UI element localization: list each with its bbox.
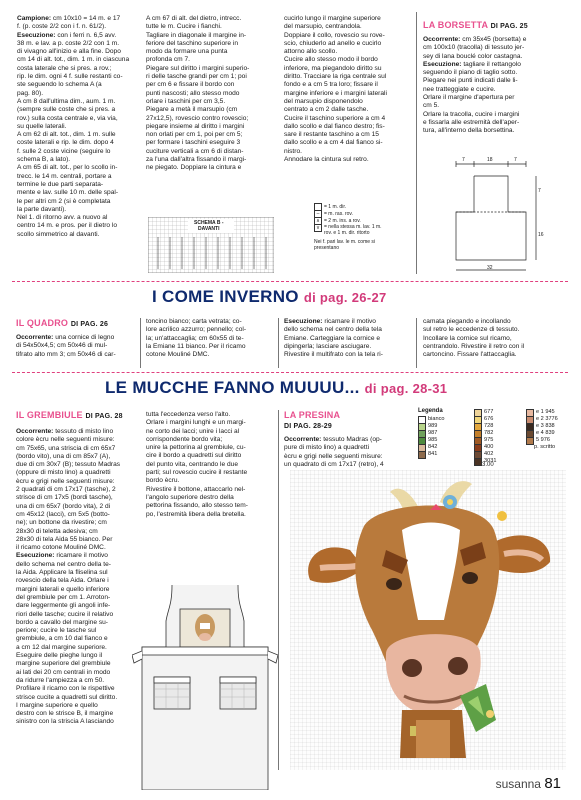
text-line: cm 45x12 (lacci), cm 5x5 (botto- bbox=[16, 510, 110, 518]
text-line: scio, chiuderlo ad anello e cucirlo bbox=[284, 39, 382, 47]
text-line: schema B, a lato). bbox=[17, 156, 71, 164]
text-line: Profilare il ricamo con le rispettive bbox=[16, 685, 115, 693]
text-line: A cm 65 di alt. tot., per lo scollo in- bbox=[17, 164, 118, 172]
text-line: bordo a cavallo del margine su- bbox=[16, 618, 108, 626]
text-line: sare il restante taschino a cm 15 bbox=[284, 131, 379, 139]
text-line: coste laterali e rip. le dim. dopo 4 bbox=[17, 139, 114, 147]
legend-col3: e 1 945 e 2 3776 e 3 838 e 4 839 5 976 p. scritto bbox=[526, 409, 558, 451]
text-line: Orlare il margine d'apertura per bbox=[423, 94, 515, 102]
inverno-c1 bbox=[16, 334, 136, 359]
text-line: ai lati dei 20 cm centrali in modo bbox=[16, 668, 111, 676]
stitch-legend bbox=[314, 203, 408, 251]
col2-lines bbox=[146, 15, 274, 173]
borsetta-text bbox=[423, 36, 549, 136]
text-line: Annodare la cintura sul retro. bbox=[284, 156, 369, 164]
text-line: strisce cucite a quadretti sul diritto. bbox=[16, 693, 118, 701]
text-line: profonda cm 7. bbox=[146, 56, 190, 64]
text-line: cm 75x65, una striscia di cm 65x7 bbox=[16, 444, 116, 452]
text-line: margine superiore del grembiule bbox=[16, 660, 111, 668]
text-line: cire il bordo a quadretti sul diritto bbox=[146, 452, 242, 460]
text-line: Piegare a metà il marsupio (cm bbox=[146, 106, 238, 114]
text-line: dipingerla; lasciare asciugare. bbox=[284, 342, 372, 350]
text-line: Esecuzione: ricamare il motivo bbox=[16, 552, 108, 560]
col1-text bbox=[17, 15, 135, 239]
text-line: dello schema nel centro della tela bbox=[284, 326, 382, 334]
quadro-title: IL QUADRO DI PAG. 26 bbox=[16, 318, 109, 328]
text-line: Piegare nei punti indicati dalle li- bbox=[423, 77, 518, 85]
grembiule-text bbox=[16, 428, 138, 727]
text-line: ne piegato. Doppiare la cintura e bbox=[146, 164, 242, 172]
text-line: Campione: cm 10x10 = 14 m. e 17 bbox=[17, 15, 121, 22]
text-line: sul retro le eccedenze di tessuto. bbox=[423, 326, 520, 334]
text-line: attorno allo scollo. bbox=[284, 48, 338, 56]
cutting-plan-svg bbox=[448, 158, 548, 276]
text-line: la Aida. Applicare la fliselina sul bbox=[16, 569, 108, 577]
text-line: diritto. Tracciare la riga centrale sul bbox=[284, 73, 387, 81]
text-line: piegare insieme al diritto i margini bbox=[146, 122, 245, 130]
text-line: f. (p. coste 2/2 con i f. n. 61/2). bbox=[17, 23, 107, 31]
text-line: la; un'attaccaglia; cm 60x55 di te- bbox=[146, 334, 244, 342]
text-line: tura, all'interno della borsettina. bbox=[423, 127, 515, 135]
text-line: pettorina fissando, allo stesso tem- bbox=[146, 502, 248, 510]
legend-col2: 677 676 728 782 975 400 402 3031 bbox=[474, 409, 496, 465]
text-line: trecc. le 14 m. centrali, portare a bbox=[17, 172, 112, 180]
text-line: grembiule, a cm 10 dal fianco e bbox=[16, 635, 108, 643]
text-line: cucirlo lungo il margine superiore bbox=[284, 15, 381, 22]
text-line: Orlare la tracolla, cucire i margini bbox=[423, 110, 520, 118]
text-line: Cucire il taschino superiore a cm 4 bbox=[284, 114, 386, 122]
text-line: cartoncino. Fissare l'attaccaglia. bbox=[423, 351, 517, 359]
text-line: scollo simmetrico al davanti. bbox=[17, 230, 100, 238]
inverno-c3 bbox=[284, 318, 414, 359]
text-line: margine inferiore e i margini laterali bbox=[284, 89, 387, 97]
text-line: ste seguendo lo schema A (a bbox=[17, 81, 102, 89]
text-line: 27x12,5), rovescio contro rovescio; bbox=[146, 114, 249, 122]
page-footer bbox=[496, 775, 561, 792]
text-line: Piegare sul diritto i margini superio- bbox=[146, 64, 250, 72]
dim-center: 18 bbox=[487, 157, 493, 163]
text-line: rovescio della tela Aida. Orlare i bbox=[16, 577, 109, 585]
text-line: bordo ècru. bbox=[146, 477, 180, 485]
text-line: da ridurre l'ampiezza a cm 50. bbox=[16, 676, 105, 684]
text-line: sinistro con la striscia A lasciando bbox=[16, 718, 114, 726]
legend-col1: bianco 989 987 985 842 841 bbox=[418, 416, 444, 458]
text-line: margini laterali e quello inferiore bbox=[16, 585, 110, 593]
col1-lines bbox=[17, 15, 135, 239]
divider bbox=[278, 318, 279, 368]
text-line: strisce di cm 17x5 (bordi tasche), bbox=[16, 494, 113, 502]
text-line: Emiane. Carteggiare la cornice e bbox=[284, 334, 381, 342]
dim-bottom: 32 bbox=[487, 265, 493, 271]
text-line: (sempre sulle coste che si pres. a bbox=[17, 106, 116, 114]
grembiule-text-2 bbox=[146, 411, 274, 519]
text-line: del punto vita, centrando le due bbox=[146, 460, 239, 468]
text-line: dare leggermente gli angoli infe- bbox=[16, 602, 111, 610]
col3-text bbox=[284, 15, 404, 164]
text-line: Doppiare il collo, rovescio su rove- bbox=[284, 31, 385, 39]
text-line: tutta l'eccedenza verso l'alto. bbox=[146, 411, 231, 418]
legend-row: v = nella stessa m. lav. 1 m. rov. e 1 m. dir. ritorto bbox=[314, 224, 408, 236]
text-line: l'angolo superiore destro della bbox=[146, 493, 234, 501]
text-line: Rivestire il bottone, attaccarlo nel- bbox=[146, 485, 246, 493]
text-line: parti; sul rovescio cucire il restante bbox=[146, 469, 248, 477]
text-line: le per altri cm 2 (si è completata bbox=[17, 197, 111, 205]
divider bbox=[416, 12, 417, 274]
legend-row: ∧ = 2 m. ins. a rov. bbox=[314, 217, 408, 224]
text-line: mente e lav. sulle 10 m. delle spal- bbox=[17, 189, 119, 197]
dim-upper: 7 bbox=[538, 188, 541, 194]
legend-note: Nei f. pari lav. le m. come si presentano bbox=[314, 239, 376, 251]
schema-b-chart bbox=[148, 217, 274, 273]
text-line: (bordo vito), una di cm 85x7 (A), bbox=[16, 452, 111, 460]
text-line: pag. 80). bbox=[17, 89, 44, 97]
text-line: ne); un bottone da rivestire; cm bbox=[16, 519, 107, 527]
text-line: sey di lana bouclé color castagna. bbox=[423, 52, 523, 60]
text-line: punti nascosti; allo stesso modo bbox=[146, 89, 240, 97]
text-line: ne corto dei lacci; unire i lacci al bbox=[146, 427, 240, 435]
separator-dashed bbox=[12, 281, 568, 282]
text-line: ri delle tasche grandi per cm 1; poi bbox=[146, 73, 247, 81]
col3-lines bbox=[284, 15, 404, 164]
text-line: la parte davanti). bbox=[17, 205, 67, 213]
text-line: cm 5. bbox=[423, 102, 440, 110]
col2-text bbox=[146, 15, 274, 173]
text-line: I margine superiore e quello bbox=[16, 701, 98, 709]
dim-left: 7 bbox=[462, 157, 465, 163]
text-line: tifrato alto mm 3; cm 50x46 di car- bbox=[16, 350, 116, 358]
text-line: cuciture verticali a cm 6 di distan- bbox=[146, 147, 244, 155]
inverno-banner: I COME INVERNO di pag. 26-27 bbox=[152, 287, 387, 306]
grembiule-title: IL GREMBIULE DI PAG. 28 bbox=[16, 410, 123, 420]
legend-row: = 1 m. dir. bbox=[314, 203, 408, 210]
text-line: 2 quadrati di cm 17x17 (tasche), 2 bbox=[16, 486, 116, 494]
text-line: periore; cucire le tasche sul bbox=[16, 627, 97, 635]
text-line: su quelle laterali. bbox=[17, 122, 67, 130]
page-number: 81 bbox=[544, 775, 561, 792]
apron-svg bbox=[132, 585, 278, 790]
text-line: a cm 12 dal margine superiore. bbox=[16, 643, 107, 651]
text-line: (oppure di misto lino) a quadretti bbox=[16, 469, 111, 477]
text-line: non orlati per cm 1, poi per cm 5; bbox=[146, 131, 243, 139]
brand-name: susanna bbox=[495, 777, 541, 791]
text-line: il ricamo cotone Mouliné DMC. bbox=[16, 544, 106, 552]
text-line: za l'una dall'altra fissando il margi- bbox=[146, 156, 247, 164]
symbol-dec: ∧ bbox=[314, 217, 322, 225]
text-line: termine le due parti separata- bbox=[17, 180, 104, 188]
text-line: inferiore, ma piegandolo diritto su bbox=[284, 64, 382, 72]
text-line: cm 14 di alt. tot., dim. 1 m. in ciascuna bbox=[17, 56, 130, 64]
text-line: di vivagno all'inizio e alla fine. Dopo bbox=[17, 48, 121, 56]
text-line: cotone Mouliné DMC. bbox=[146, 351, 210, 359]
text-line: centrandolo. Rivestire il retro con il bbox=[423, 342, 525, 350]
text-line: costa laterale che si pres. a rov.; bbox=[17, 64, 112, 72]
text-line: corrispondente bordo vita; bbox=[146, 435, 223, 443]
text-line: cm 100x10 (tracolla) di tessuto jer- bbox=[423, 44, 525, 52]
text-line: di 54x50x4,5; cm 50x46 di mul- bbox=[16, 342, 108, 350]
text-line: dello schema nel centro della te- bbox=[16, 560, 111, 568]
text-line: Rivestire il multifrato con la tela ri- bbox=[284, 351, 383, 359]
text-line: A cm 8 dall'ultima dim., aum. 1 m. bbox=[17, 97, 116, 105]
text-line: un quadrato di cm 17x17 (retro), 4 bbox=[284, 460, 384, 468]
text-line: Incollare la cornice sul ricamo, bbox=[423, 334, 512, 342]
text-line: 28x30 di tela Aida 55 bianco. Per bbox=[16, 535, 113, 543]
chart-scale-label: 3.00 bbox=[482, 462, 494, 468]
text-line: A cm 62 di alt. tot., dim. 1 m. sulle bbox=[17, 131, 116, 139]
mucche-banner: LE MUCCHE FANNO MUUUU... di pag. 28-31 bbox=[105, 378, 448, 397]
text-line: 38 m. e lav. a p. coste 2/2 con 1 m. bbox=[17, 39, 120, 47]
text-line: Esecuzione: ricamare il motivo bbox=[284, 318, 376, 325]
text-line: e fissarla alle estremità dell'aper- bbox=[423, 118, 520, 126]
text-line: po, l'estremità libera della bretella. bbox=[146, 510, 246, 518]
text-line: per cm 6 e fissare il bordo con bbox=[146, 81, 235, 89]
text-line: 28x30 di teletta adesiva; cm bbox=[16, 527, 98, 535]
text-line: centrato a cm 2 dalle tasche. bbox=[284, 106, 369, 114]
text-line: Esecuzione: tagliare il rettangolo bbox=[423, 60, 521, 68]
text-line: Occorrente: una cornice di legno bbox=[16, 334, 115, 341]
text-line: del marsupio, centrandola. bbox=[284, 23, 362, 31]
dim-right: 7 bbox=[514, 157, 517, 163]
text-line: Tagliare in diagonale il margine in- bbox=[146, 31, 247, 39]
schema-b-title: SCHEMA B - bbox=[194, 220, 224, 226]
text-line: tutte le m. Cucire i fianchi. bbox=[146, 23, 222, 31]
text-line: Eseguire delle pieghe lungo il bbox=[16, 652, 103, 660]
text-line: Occorrente: tessuto di misto lino bbox=[16, 428, 114, 435]
inverno-c2 bbox=[146, 318, 274, 359]
text-line: dallo scollo e a cm 4 dal fianco si- bbox=[284, 139, 383, 147]
symbol-inc: v bbox=[314, 224, 322, 232]
text-line: pure di misto lino) a quadretti bbox=[284, 444, 370, 452]
dim-lower: 16 bbox=[538, 232, 544, 238]
text-line: seguendo il piano di taglio sotto. bbox=[423, 69, 518, 77]
borsetta-lines bbox=[423, 36, 549, 136]
text-line: fondo e a cm 5 tra loro; fissare il bbox=[284, 81, 378, 89]
text-line: rip. le dim. ogni 4 f. sulle restanti co- bbox=[17, 73, 123, 81]
borsetta-cutting-plan bbox=[448, 158, 548, 276]
text-line: centro 14 m. e pros. per il dietro lo bbox=[17, 222, 118, 230]
inverno-c4 bbox=[423, 318, 551, 359]
legend-row: – = m. ras. rov. bbox=[314, 210, 408, 217]
symbol-purl: – bbox=[314, 210, 322, 218]
text-line: Occorrente: cm 35x45 (borsetta) e bbox=[423, 36, 527, 43]
text-line: del grembiule per cm 1. Arroton- bbox=[16, 593, 111, 601]
color-legend bbox=[418, 408, 573, 468]
text-line: Cucire allo stesso modo il bordo bbox=[284, 56, 378, 64]
borsetta-title: LA BORSETTA DI PAG. 25 bbox=[423, 20, 528, 30]
text-line: lore acrilico azzurro; pennello; col- bbox=[146, 326, 247, 334]
text-line: unire la pettorina al grembiule, cu- bbox=[146, 444, 246, 452]
text-line: due di cm 30x7 (B); tessuto Madras bbox=[16, 461, 121, 469]
schema-b-sub: DAVANTI bbox=[198, 226, 220, 232]
text-line: dallo scollo e dal fianco destro; fis- bbox=[284, 122, 385, 130]
separator-dashed bbox=[12, 372, 568, 373]
cow-chart-svg bbox=[290, 470, 566, 770]
text-line: camata piegando e incollando bbox=[423, 318, 511, 325]
presina-text bbox=[284, 436, 408, 469]
text-line: la Emiane 11 bianco. Per il ricamo bbox=[146, 342, 246, 350]
text-line: ècru e grigi nelle seguenti misure: bbox=[16, 477, 115, 485]
text-line: colore ècru nelle seguenti misure: bbox=[16, 436, 115, 444]
apron-illustration bbox=[132, 585, 278, 790]
divider bbox=[416, 318, 417, 368]
legend-title: Legenda bbox=[418, 408, 443, 414]
text-line: del marsupio disponendolo bbox=[284, 97, 363, 105]
text-line: Occorrente: tessuto Madras (op- bbox=[284, 436, 382, 443]
text-line: per formare i taschini eseguire 3 bbox=[146, 139, 241, 147]
text-line: Nel 1. di ritorno avv. a nuovo al bbox=[17, 214, 108, 222]
text-line: nee tratteggiate e cucire. bbox=[423, 85, 496, 93]
text-line: A cm 67 di alt. del dietro, intrecc. bbox=[146, 15, 242, 22]
divider bbox=[140, 318, 141, 368]
divider bbox=[278, 410, 279, 770]
presina-title: LA PRESINA DI PAG. 28-29 bbox=[284, 410, 341, 430]
text-line: rov.) sulla costa centrale e, via via, bbox=[17, 114, 118, 122]
text-line: una di cm 65x7 (bordo vita), 2 di bbox=[16, 502, 111, 510]
text-line: riori delle tasche; cucire il relativo bbox=[16, 610, 114, 618]
text-line: Esecuzione: con i ferri n. 6,5 avv. bbox=[17, 31, 117, 39]
text-line: modo da formare una punta bbox=[146, 48, 228, 56]
text-line: ècru e grigi nelle seguenti misure: bbox=[284, 452, 383, 460]
text-line: nistro. bbox=[284, 147, 302, 155]
text-line: Orlare i margini lunghi e un margi- bbox=[146, 419, 246, 427]
text-line: destro con le strisce B, il margine bbox=[16, 710, 114, 718]
text-line: orlare i taschini per cm 3,5. bbox=[146, 97, 226, 105]
text-line: f. sulle 2 coste vicine (seguire lo bbox=[17, 147, 111, 155]
text-line: feriore del taschino superiore in bbox=[146, 39, 238, 47]
text-line: toncino bianco; carta vetrata; co- bbox=[146, 318, 242, 325]
